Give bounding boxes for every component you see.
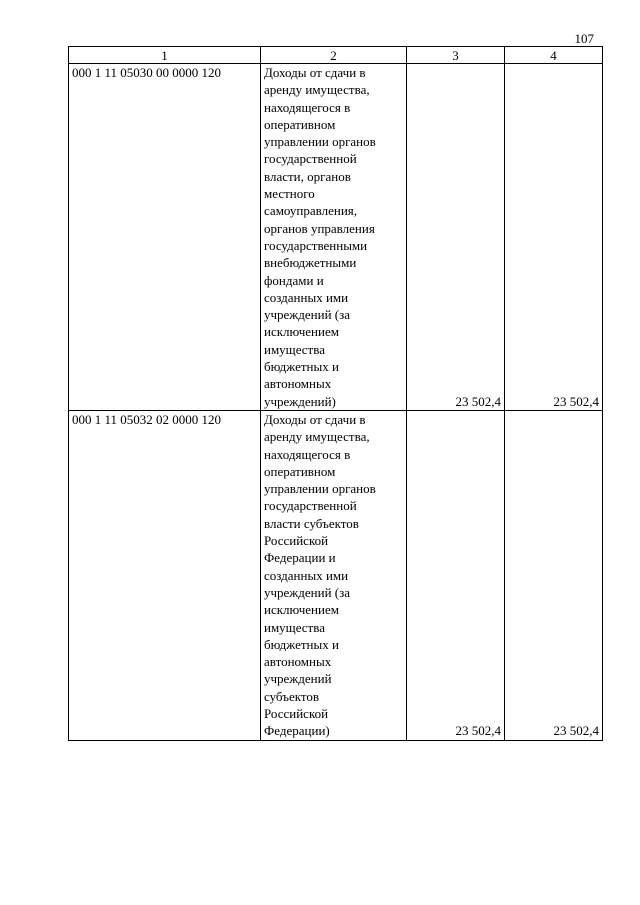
amount-col4-cell: 23 502,4 bbox=[505, 64, 603, 411]
revenue-code-cell: 000 1 11 05030 00 0000 120 bbox=[69, 64, 261, 411]
table-header-row bbox=[69, 47, 603, 64]
column-header-1: 1 bbox=[69, 47, 261, 64]
revenue-name-cell: Доходы от сдачи в аренду имущества, находящегося в оперативном управлении органов государственной власти, органов местного самоуправления, органов управления государственными внебюджетными фондами и созданных ими учреждений (за исключением имущества бюджетных и автономных учреждений) bbox=[261, 64, 407, 411]
column-header-2: 2 bbox=[261, 47, 407, 64]
revenue-name-cell: Доходы от сдачи в аренду имущества, находящегося в оперативном управлении органов государственной власти субъектов Российской Федерации и созданных ими учреждений (за исключением имущества бюджетных и автономных учреждений субъектов Российской Федерации) bbox=[261, 410, 407, 740]
page-number: 107 bbox=[574, 31, 594, 46]
column-header-3: 3 bbox=[407, 47, 505, 64]
amount-col3-cell: 23 502,4 bbox=[407, 410, 505, 740]
revenue-table bbox=[68, 46, 603, 741]
table-row bbox=[69, 64, 603, 411]
revenue-code-cell: 000 1 11 05032 02 0000 120 bbox=[69, 410, 261, 740]
column-header-4: 4 bbox=[505, 47, 603, 64]
amount-col3-cell: 23 502,4 bbox=[407, 64, 505, 411]
table-row bbox=[69, 410, 603, 740]
amount-col4-cell: 23 502,4 bbox=[505, 410, 603, 740]
